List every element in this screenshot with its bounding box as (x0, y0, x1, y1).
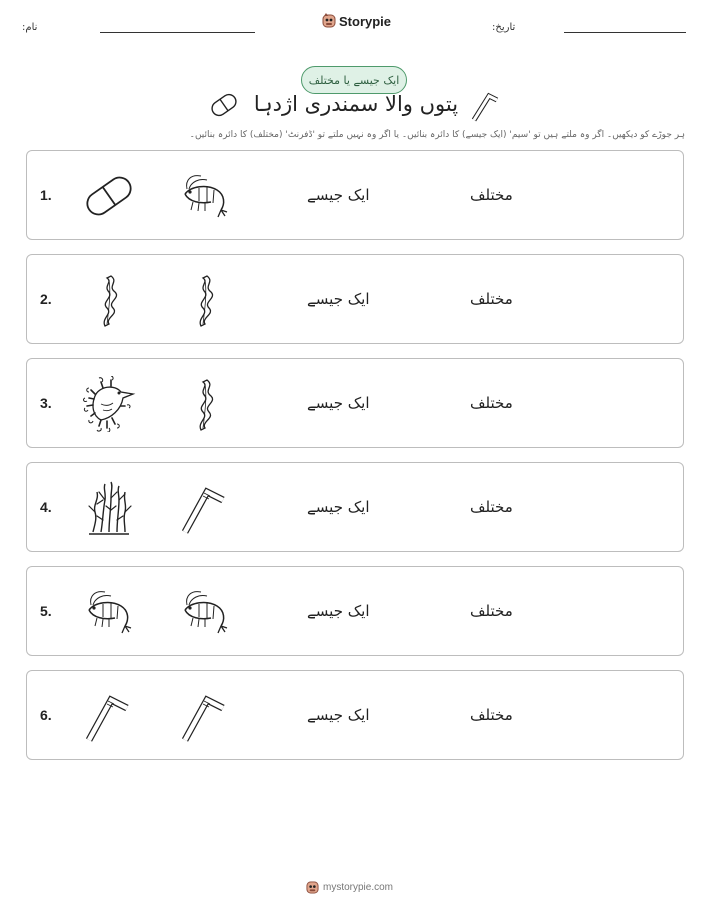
brand-logo (322, 13, 391, 29)
option-same[interactable]: ایک جیسے (307, 498, 370, 516)
option-different[interactable]: مختلف (470, 706, 513, 724)
question-card-6 (26, 670, 684, 760)
question-card-5 (26, 566, 684, 656)
straw-icon (177, 480, 233, 536)
seaweed-leaf-icon (177, 376, 233, 432)
name-line (100, 32, 255, 33)
shrimp-icon (177, 584, 233, 640)
question-card-2 (26, 254, 684, 344)
storypie-mascot-icon (306, 880, 319, 895)
question-number: 1. (40, 187, 52, 203)
question-number: 5. (40, 603, 52, 619)
leafy-sea-dragon-icon (81, 376, 137, 432)
date-label: :تاریخ (492, 22, 516, 33)
storypie-mascot-icon (322, 13, 336, 29)
worksheet-type-pill: ایک جیسے یا مختلف (301, 66, 407, 94)
question-number: 2. (40, 291, 52, 307)
straw-icon (177, 688, 233, 744)
question-card-1 (26, 150, 684, 240)
option-different[interactable]: مختلف (470, 498, 513, 516)
option-same[interactable]: ایک جیسے (307, 394, 370, 412)
pill-icon (81, 168, 137, 224)
option-same[interactable]: ایک جیسے (307, 290, 370, 308)
question-card-4 (26, 462, 684, 552)
question-card-3 (26, 358, 684, 448)
shrimp-icon (177, 168, 233, 224)
option-different[interactable]: مختلف (470, 394, 513, 412)
straw-icon (81, 688, 137, 744)
option-different[interactable]: مختلف (470, 290, 513, 308)
option-different[interactable]: مختلف (470, 186, 513, 204)
instructions: ہر جوڑے کو دیکھیں۔ اگر وہ ملتے ہیں تو 'سیم' (ایک جیسے) کا دائرہ بنائیں۔ یا اگر وہ نہیں ملتے تو 'ڈفرنٹ' (مختلف) کا دائرہ بنائیں۔ (189, 130, 685, 140)
footer-site[interactable]: mystorypie.com (323, 882, 394, 893)
option-same[interactable]: ایک جیسے (307, 706, 370, 724)
option-different[interactable]: مختلف (470, 602, 513, 620)
seaweed-leaf-icon (177, 272, 233, 328)
question-number: 3. (40, 395, 52, 411)
option-same[interactable]: ایک جیسے (307, 186, 370, 204)
coral-icon (81, 480, 137, 536)
question-number: 6. (40, 707, 52, 723)
worksheet-title: پتوں والا سمندری اژدہا (253, 92, 459, 116)
shrimp-icon (81, 584, 137, 640)
straw-icon (470, 90, 500, 122)
pill-icon (208, 90, 240, 120)
question-number: 4. (40, 499, 52, 515)
name-label: :نام (22, 22, 38, 33)
option-same[interactable]: ایک جیسے (307, 602, 370, 620)
brand-name: Storypie (339, 13, 392, 29)
seaweed-leaf-icon (81, 272, 137, 328)
footer (306, 880, 393, 895)
date-line (564, 32, 686, 33)
